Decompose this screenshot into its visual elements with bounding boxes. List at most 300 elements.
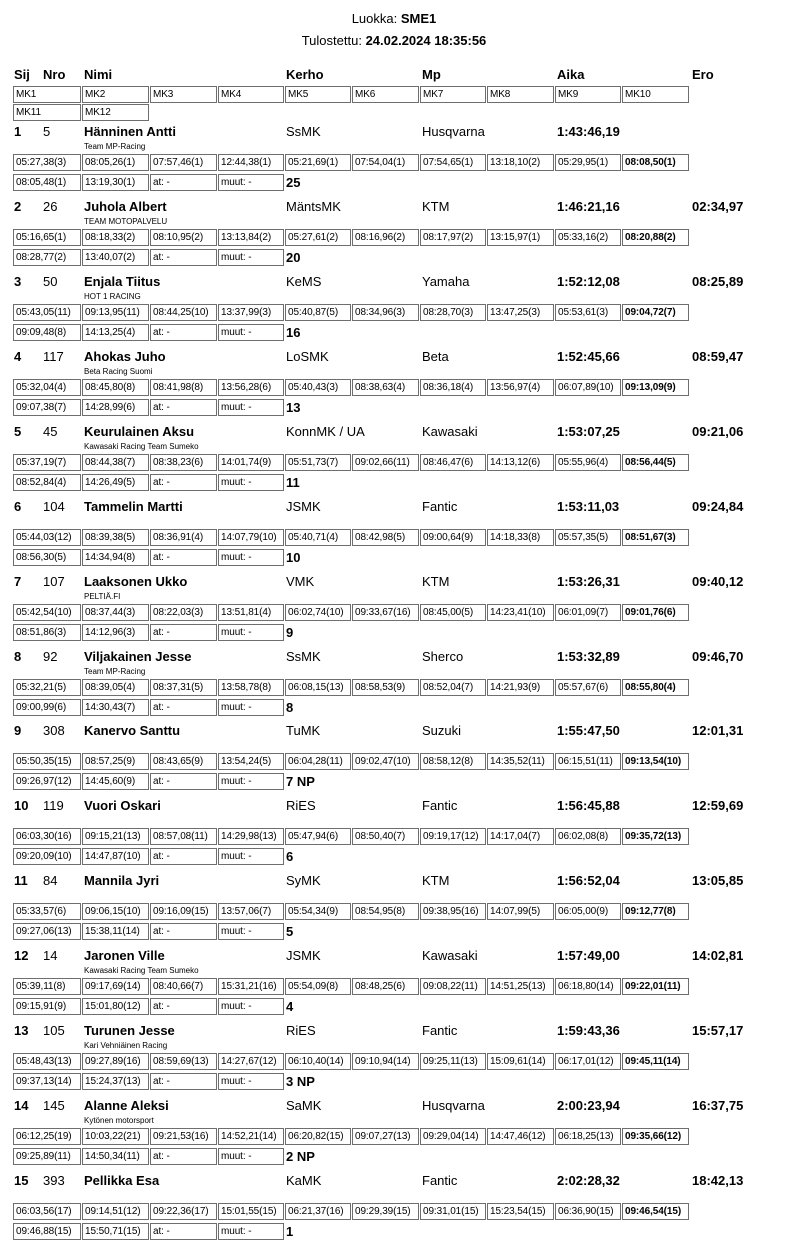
rider-number: 84 [43,873,58,888]
rider-name: Hänninen Antti [84,124,176,139]
rider-club: TuMK [286,723,321,738]
lap-time-8: 14:21,93(9) [487,679,554,696]
lap-time-3: 08:10,95(2) [150,229,217,246]
lap-time-4: 15:31,21(16) [218,978,284,995]
muut-field: muut: - [218,549,284,566]
at-field: at: - [150,1148,217,1165]
rider-position: 9 [14,723,22,738]
lap-time-10: 08:51,67(3) [622,529,689,546]
lap-time-2: 09:06,15(10) [82,903,149,920]
lap-time-11: 09:37,13(14) [13,1073,81,1090]
rider-name: Pellikka Esa [84,1173,160,1188]
lap-header-5: MK5 [285,86,351,103]
rider-number: 45 [43,424,58,439]
lap-header-11: MK11 [13,104,81,121]
lap-time-2: 09:13,95(11) [82,304,149,321]
rider-points: 10 [286,550,301,565]
rider-position: 12 [14,948,29,963]
lap-time-8: 14:47,46(12) [487,1128,554,1145]
lap-time-1: 05:42,54(10) [13,604,81,621]
rider-number: 26 [43,199,58,214]
rider-position: 4 [14,349,22,364]
rider-team: Kawasaki Racing Team Sumeko [84,966,199,975]
rider-total-time: 1:52:12,08 [557,274,620,289]
rider-total-time: 1:56:52,04 [557,873,620,888]
muut-field: muut: - [218,1223,284,1240]
rider-number: 105 [43,1023,65,1038]
rider-gap: 13:05,85 [692,873,744,888]
rider-gap: 14:02,81 [692,948,744,963]
lap-time-3: 08:59,69(13) [150,1053,217,1070]
lap-time-7: 08:45,00(5) [420,604,486,621]
at-field: at: - [150,923,217,940]
lap-time-6: 07:54,04(1) [352,154,419,171]
rider-number: 5 [43,124,51,139]
lap-time-5: 05:40,87(5) [285,304,351,321]
lap-time-9: 05:33,16(2) [555,229,621,246]
rider-total-time: 1:55:47,50 [557,723,620,738]
rider-team: Team MP-Racing [84,667,146,676]
lap-time-11: 08:52,84(4) [13,474,81,491]
rider-club: RiES [286,1023,316,1038]
rider-number: 104 [43,499,65,514]
col-pos: Sij [14,67,30,82]
rider-bike: Sherco [422,649,464,664]
lap-time-11: 09:27,06(13) [13,923,81,940]
rider-bike: Suzuki [422,723,462,738]
lap-time-9: 06:36,90(15) [555,1203,621,1220]
lap-time-6: 08:50,40(7) [352,828,419,845]
lap-time-7: 09:25,11(13) [420,1053,486,1070]
lap-time-8: 14:13,12(6) [487,454,554,471]
lap-time-5: 06:02,74(10) [285,604,351,621]
col-club: Kerho [286,67,324,82]
lap-time-5: 05:21,69(1) [285,154,351,171]
lap-time-11: 08:05,48(1) [13,174,81,191]
rider-bike: KTM [422,574,450,589]
lap-time-8: 13:18,10(2) [487,154,554,171]
lap-time-11: 08:28,77(2) [13,249,81,266]
rider-points: 4 [286,999,294,1014]
lap-time-5: 05:54,09(8) [285,978,351,995]
lap-time-9: 05:53,61(3) [555,304,621,321]
lap-time-7: 08:58,12(8) [420,753,486,770]
lap-time-5: 05:27,61(2) [285,229,351,246]
rider-number: 145 [43,1098,65,1113]
lap-time-2: 08:44,38(7) [82,454,149,471]
lap-time-10: 09:45,11(14) [622,1053,689,1070]
printed-value: 24.02.2024 18:35:56 [365,33,487,48]
lap-time-11: 09:20,09(10) [13,848,81,865]
lap-time-2: 08:57,25(9) [82,753,149,770]
lap-time-3: 08:38,23(6) [150,454,217,471]
lap-time-12: 14:28,99(6) [82,399,149,416]
rider-team: Team MP-Racing [84,142,146,151]
rider-points: 25 [286,175,301,190]
rider-position: 5 [14,424,22,439]
lap-header-9: MK9 [555,86,621,103]
rider-club: JSMK [286,948,321,963]
rider-number: 308 [43,723,65,738]
lap-time-10: 08:56,44(5) [622,454,689,471]
lap-time-9: 06:15,51(11) [555,753,621,770]
lap-time-12: 14:12,96(3) [82,624,149,641]
rider-bike: Fantic [422,499,458,514]
rider-position: 3 [14,274,22,289]
rider-position: 8 [14,649,22,664]
lap-time-11: 08:56,30(5) [13,549,81,566]
lap-time-2: 09:27,89(16) [82,1053,149,1070]
lap-time-2: 08:39,38(5) [82,529,149,546]
lap-time-9: 06:07,89(10) [555,379,621,396]
rider-position: 1 [14,124,22,139]
col-num: Nro [43,67,66,82]
lap-time-12: 14:47,87(10) [82,848,149,865]
lap-time-4: 15:01,55(15) [218,1203,284,1220]
lap-time-5: 05:40,71(4) [285,529,351,546]
lap-time-11: 08:51,86(3) [13,624,81,641]
lap-time-3: 08:22,03(3) [150,604,217,621]
lap-time-1: 05:32,04(4) [13,379,81,396]
rider-club: VMK [286,574,315,589]
lap-time-8: 13:47,25(3) [487,304,554,321]
muut-field: muut: - [218,624,284,641]
rider-total-time: 2:02:28,32 [557,1173,620,1188]
lap-time-11: 09:09,48(8) [13,324,81,341]
lap-time-3: 08:41,98(8) [150,379,217,396]
lap-time-12: 13:19,30(1) [82,174,149,191]
rider-name: Vuori Oskari [84,798,161,813]
rider-points: 11 [286,475,300,490]
lap-time-9: 06:18,25(13) [555,1128,621,1145]
lap-time-8: 14:51,25(13) [487,978,554,995]
rider-points: 3 NP [286,1074,315,1089]
rider-points: 2 NP [286,1149,315,1164]
rider-gap: 12:01,31 [692,723,744,738]
lap-time-12: 15:38,11(14) [82,923,149,940]
rider-gap: 09:40,12 [692,574,744,589]
lap-time-4: 14:07,79(10) [218,529,284,546]
class-value: SME1 [400,11,437,26]
at-field: at: - [150,174,217,191]
rider-name: Juhola Albert [84,199,167,214]
muut-field: muut: - [218,1148,284,1165]
rider-gap: 12:59,69 [692,798,744,813]
lap-header-4: MK4 [218,86,284,103]
at-field: at: - [150,474,217,491]
rider-points: 9 [286,625,294,640]
at-field: at: - [150,848,217,865]
lap-time-12: 14:45,60(9) [82,773,149,790]
lap-time-3: 07:57,46(1) [150,154,217,171]
lap-time-5: 06:20,82(15) [285,1128,351,1145]
lap-time-10: 09:35,66(12) [622,1128,689,1145]
rider-name: Alanne Aleksi [84,1098,169,1113]
lap-time-12: 13:40,07(2) [82,249,149,266]
rider-bike: Kawasaki [422,948,478,963]
lap-time-12: 14:50,34(11) [82,1148,149,1165]
lap-time-12: 15:50,71(15) [82,1223,149,1240]
lap-time-6: 09:02,66(11) [352,454,419,471]
printed-label: Tulostettu: [301,33,362,48]
lap-time-7: 08:28,70(3) [420,304,486,321]
rider-total-time: 1:53:26,31 [557,574,620,589]
rider-club: KonnMK / UA [286,424,365,439]
rider-bike: Fantic [422,798,458,813]
lap-header-1: MK1 [13,86,81,103]
rider-club: JSMK [286,499,321,514]
lap-header-6: MK6 [352,86,419,103]
rider-points: 1 [286,1224,294,1239]
rider-number: 117 [43,349,64,364]
lap-time-10: 08:55,80(4) [622,679,689,696]
lap-time-10: 09:13,54(10) [622,753,689,770]
lap-time-5: 06:04,28(11) [285,753,351,770]
lap-time-9: 05:57,35(5) [555,529,621,546]
rider-bike: KTM [422,199,450,214]
lap-time-2: 08:18,33(2) [82,229,149,246]
lap-time-3: 09:16,09(15) [150,903,217,920]
lap-time-7: 07:54,65(1) [420,154,486,171]
lap-time-6: 08:54,95(8) [352,903,419,920]
lap-time-5: 05:51,73(7) [285,454,351,471]
lap-time-6: 09:10,94(14) [352,1053,419,1070]
lap-time-10: 09:13,09(9) [622,379,689,396]
lap-time-8: 14:07,99(5) [487,903,554,920]
lap-time-4: 14:52,21(14) [218,1128,284,1145]
rider-number: 107 [43,574,65,589]
lap-time-10: 09:46,54(15) [622,1203,689,1220]
lap-time-10: 08:08,50(1) [622,154,689,171]
lap-time-6: 08:16,96(2) [352,229,419,246]
lap-time-10: 09:12,77(8) [622,903,689,920]
lap-time-4: 13:37,99(3) [218,304,284,321]
rider-club: MäntsMK [286,199,341,214]
lap-time-4: 14:01,74(9) [218,454,284,471]
rider-total-time: 1:43:46,19 [557,124,620,139]
rider-number: 393 [43,1173,65,1188]
lap-time-7: 08:17,97(2) [420,229,486,246]
at-field: at: - [150,1223,217,1240]
lap-time-12: 15:24,37(13) [82,1073,149,1090]
rider-gap: 09:24,84 [692,499,744,514]
at-field: at: - [150,324,217,341]
lap-time-5: 06:21,37(16) [285,1203,351,1220]
lap-time-12: 14:34,94(8) [82,549,149,566]
lap-time-9: 06:05,00(9) [555,903,621,920]
lap-time-4: 13:51,81(4) [218,604,284,621]
lap-time-1: 06:03,30(16) [13,828,81,845]
col-bike: Mp [422,67,441,82]
rider-position: 7 [14,574,22,589]
rider-name: Tammelin Martti [84,499,183,514]
rider-bike: Yamaha [422,274,470,289]
col-gap: Ero [692,67,714,82]
lap-time-7: 09:38,95(16) [420,903,486,920]
rider-name: Ahokas Juho [84,349,166,364]
rider-name: Keurulainen Aksu [84,424,195,439]
rider-total-time: 1:53:07,25 [557,424,620,439]
lap-time-12: 15:01,80(12) [82,998,149,1015]
rider-number: 92 [43,649,58,664]
rider-bike: Husqvarna [422,124,485,139]
lap-time-4: 13:57,06(7) [218,903,284,920]
lap-time-2: 09:17,69(14) [82,978,149,995]
at-field: at: - [150,773,217,790]
lap-time-7: 09:19,17(12) [420,828,486,845]
lap-time-4: 12:44,38(1) [218,154,284,171]
rider-gap: 09:46,70 [692,649,744,664]
lap-time-1: 05:37,19(7) [13,454,81,471]
lap-header-3: MK3 [150,86,217,103]
lap-time-2: 09:15,21(13) [82,828,149,845]
lap-header-8: MK8 [487,86,554,103]
muut-field: muut: - [218,998,284,1015]
rider-team: Kytönen motorsport [84,1116,154,1125]
lap-time-7: 09:08,22(11) [420,978,486,995]
rider-bike: KTM [422,873,450,888]
rider-bike: Fantic [422,1173,458,1188]
rider-team: TEAM MOTOPALVELU [84,217,168,226]
rider-name: Enjala Tiitus [84,274,161,289]
class-label: Luokka: [351,11,398,26]
rider-total-time: 1:53:32,89 [557,649,620,664]
rider-position: 14 [14,1098,29,1113]
rider-number: 14 [43,948,58,963]
muut-field: muut: - [218,324,284,341]
lap-time-4: 13:13,84(2) [218,229,284,246]
lap-time-6: 08:48,25(6) [352,978,419,995]
rider-name: Laaksonen Ukko [84,574,188,589]
lap-time-1: 05:16,65(1) [13,229,81,246]
lap-time-6: 08:34,96(3) [352,304,419,321]
rider-name: Turunen Jesse [84,1023,175,1038]
lap-time-5: 06:08,15(13) [285,679,351,696]
col-name: Nimi [84,67,113,82]
lap-time-10: 08:20,88(2) [622,229,689,246]
lap-time-3: 08:44,25(10) [150,304,217,321]
rider-club: SsMK [286,124,321,139]
rider-club: SsMK [286,649,321,664]
lap-time-4: 13:54,24(5) [218,753,284,770]
lap-time-3: 08:37,31(5) [150,679,217,696]
lap-time-1: 06:03,56(17) [13,1203,81,1220]
rider-bike: Husqvarna [422,1098,485,1113]
lap-time-6: 09:02,47(10) [352,753,419,770]
lap-time-3: 08:57,08(11) [150,828,217,845]
lap-time-9: 06:17,01(12) [555,1053,621,1070]
lap-time-10: 09:01,76(6) [622,604,689,621]
printed-line [0,33,788,48]
rider-gap: 08:59,47 [692,349,744,364]
muut-field: muut: - [218,474,284,491]
lap-time-5: 05:40,43(3) [285,379,351,396]
lap-time-12: 14:26,49(5) [82,474,149,491]
lap-time-7: 08:52,04(7) [420,679,486,696]
rider-gap: 02:34,97 [692,199,744,214]
lap-time-10: 09:22,01(11) [622,978,689,995]
rider-position: 2 [14,199,22,214]
rider-club: KaMK [286,1173,322,1188]
rider-club: SyMK [286,873,321,888]
at-field: at: - [150,249,217,266]
rider-total-time: 1:46:21,16 [557,199,620,214]
lap-time-8: 13:15,97(1) [487,229,554,246]
rider-points: 7 NP [286,774,315,789]
rider-team: HOT 1 RACING [84,292,141,301]
rider-total-time: 2:00:23,94 [557,1098,620,1113]
rider-name: Kanervo Santtu [84,723,181,738]
lap-time-2: 08:39,05(4) [82,679,149,696]
muut-field: muut: - [218,923,284,940]
at-field: at: - [150,998,217,1015]
class-line [0,11,788,26]
lap-header-7: MK7 [420,86,486,103]
rider-club: KeMS [286,274,322,289]
lap-time-2: 09:14,51(12) [82,1203,149,1220]
lap-time-6: 09:29,39(15) [352,1203,419,1220]
rider-points: 20 [286,250,301,265]
lap-time-6: 08:38,63(4) [352,379,419,396]
lap-time-2: 10:03,22(21) [82,1128,149,1145]
lap-time-5: 06:10,40(14) [285,1053,351,1070]
lap-time-1: 06:12,25(19) [13,1128,81,1145]
lap-time-12: 14:13,25(4) [82,324,149,341]
lap-time-3: 08:43,65(9) [150,753,217,770]
rider-bike: Beta [422,349,449,364]
rider-gap: 08:25,89 [692,274,744,289]
lap-time-8: 15:23,54(15) [487,1203,554,1220]
muut-field: muut: - [218,174,284,191]
rider-points: 6 [286,849,294,864]
rider-team: Kari Vehniäinen Racing [84,1041,168,1050]
rider-club: SaMK [286,1098,322,1113]
lap-time-10: 09:04,72(7) [622,304,689,321]
lap-time-9: 06:18,80(14) [555,978,621,995]
lap-time-9: 06:02,08(8) [555,828,621,845]
lap-time-2: 08:37,44(3) [82,604,149,621]
lap-header-2: MK2 [82,86,149,103]
lap-time-1: 05:43,05(11) [13,304,81,321]
lap-time-6: 08:58,53(9) [352,679,419,696]
lap-time-5: 05:54,34(9) [285,903,351,920]
lap-time-6: 09:33,67(16) [352,604,419,621]
rider-position: 15 [14,1173,29,1188]
lap-time-7: 09:31,01(15) [420,1203,486,1220]
lap-time-4: 14:29,98(13) [218,828,284,845]
lap-time-1: 05:27,38(3) [13,154,81,171]
lap-time-1: 05:44,03(12) [13,529,81,546]
lap-time-9: 06:01,09(7) [555,604,621,621]
at-field: at: - [150,549,217,566]
col-time: Aika [557,67,585,82]
rider-points: 13 [286,400,301,415]
lap-time-2: 08:05,26(1) [82,154,149,171]
rider-team: PELTIÄ.FI [84,592,121,601]
lap-time-11: 09:00,99(6) [13,699,81,716]
rider-total-time: 1:52:45,66 [557,349,620,364]
lap-time-6: 08:42,98(5) [352,529,419,546]
muut-field: muut: - [218,699,284,716]
rider-points: 16 [286,325,301,340]
rider-club: LoSMK [286,349,329,364]
at-field: at: - [150,1073,217,1090]
lap-header-10: MK10 [622,86,689,103]
lap-time-1: 05:33,57(6) [13,903,81,920]
muut-field: muut: - [218,249,284,266]
at-field: at: - [150,399,217,416]
lap-time-8: 14:18,33(8) [487,529,554,546]
